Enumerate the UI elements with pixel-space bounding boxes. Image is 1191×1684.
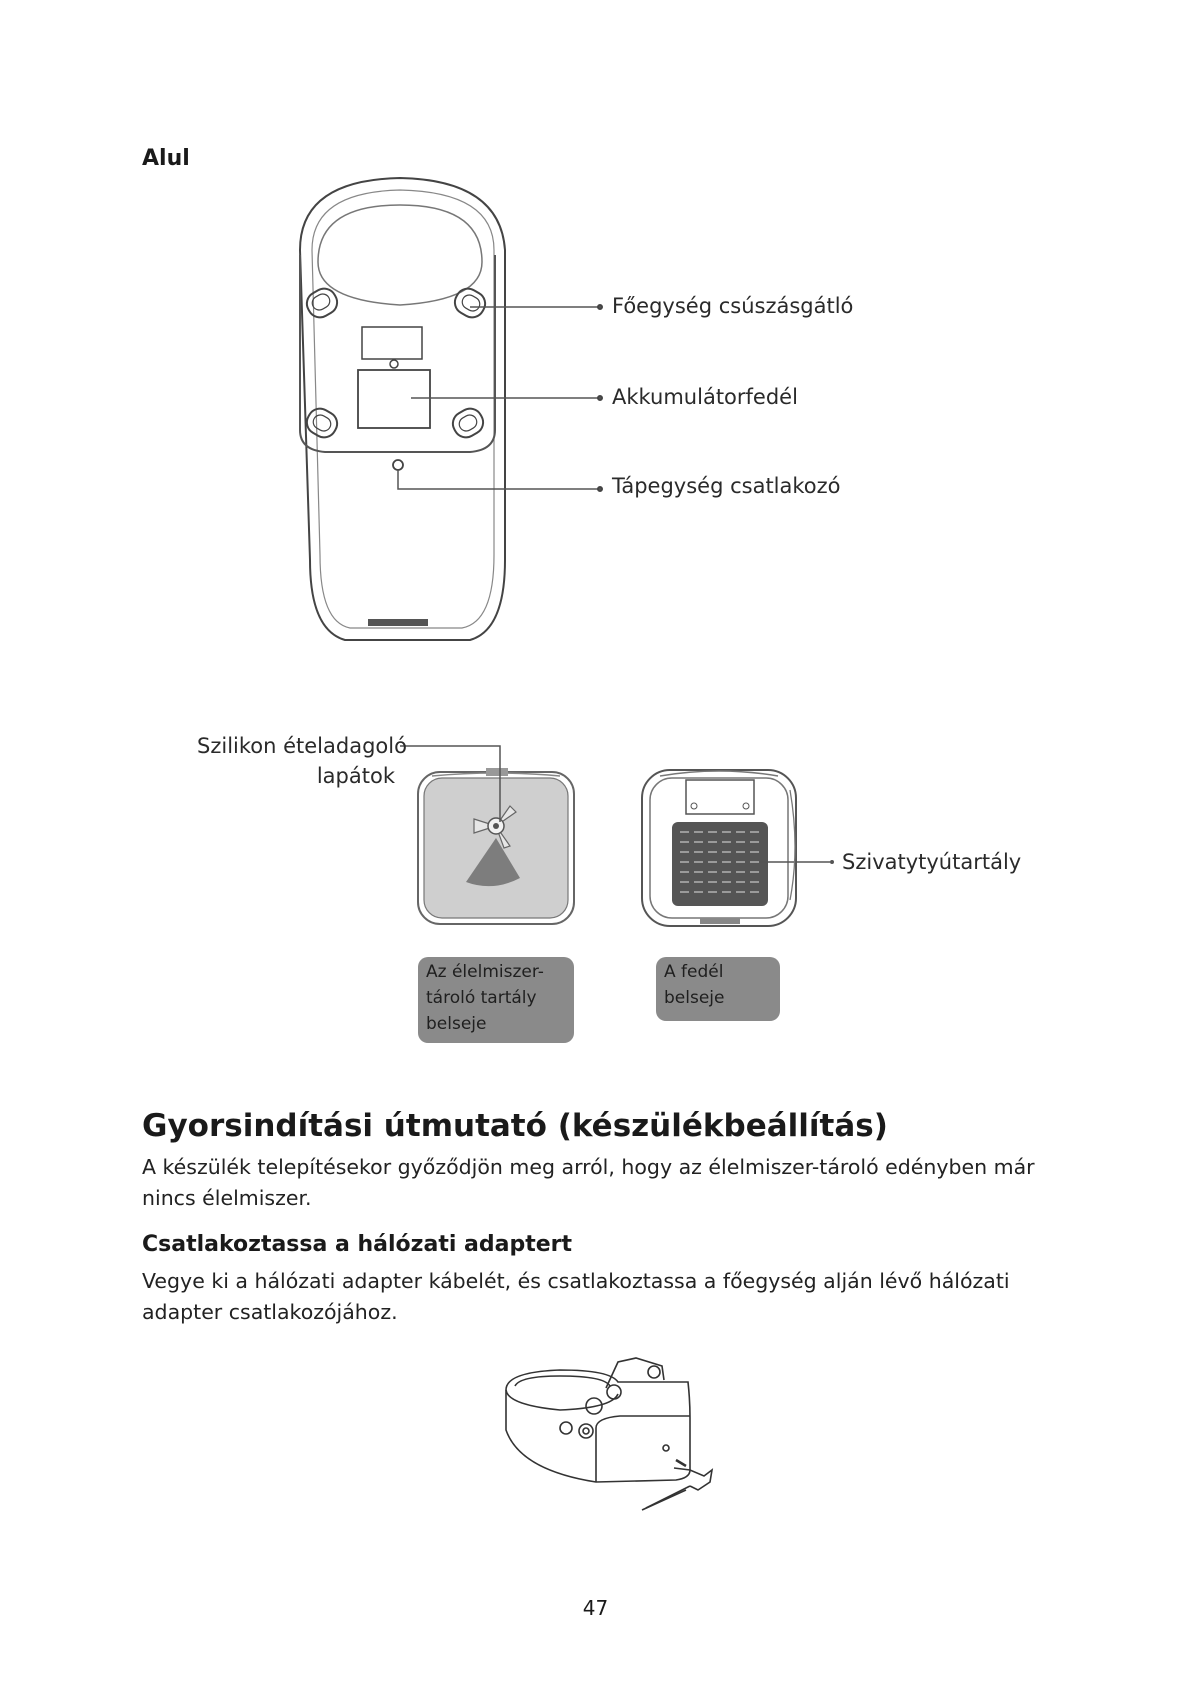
pump-label: Szivatytyútartály xyxy=(842,850,1022,874)
device-bottom-view xyxy=(300,178,602,640)
section-heading-bottom: Alul xyxy=(142,146,190,171)
blade-label-line1: Szilikon ételadagoló xyxy=(197,734,407,758)
caption-container-line2: tároló tartály xyxy=(426,988,537,1008)
callout-battery-cover: Akkumulátorfedél xyxy=(612,385,798,409)
lid-inside-view xyxy=(642,770,834,926)
caption-lid-line1: A fedél xyxy=(664,962,724,982)
callout-feet: Főegység csúszásgátló xyxy=(612,294,854,318)
blade-label xyxy=(197,734,407,788)
caption-lid-inside xyxy=(656,957,780,1021)
caption-container-line1: Az élelmiszer- xyxy=(426,962,544,982)
container-inside-view xyxy=(400,746,574,924)
adapter-instruction: Vegye ki a hálózati adapter kábelét, és csatlakoztassa a főegység alján lévő hálózati adapter csatlakozójához. xyxy=(142,1269,1010,1324)
caption-container-line3: belseje xyxy=(426,1014,487,1034)
caption-lid-line2: belseje xyxy=(664,988,725,1008)
blade-label-line2: lapátok xyxy=(316,764,395,788)
caption-container-inside xyxy=(418,957,574,1043)
page-number: 47 xyxy=(582,1596,609,1620)
adapter-connection-illustration xyxy=(506,1358,712,1510)
adapter-subheading: Csatlakoztassa a hálózati adaptert xyxy=(142,1232,573,1257)
callout-power-port: Tápegység csatlakozó xyxy=(612,474,841,498)
quick-start-intro: A készülék telepítésekor győződjön meg arról, hogy az élelmiszer-tároló edényben már nincs élelmiszer. xyxy=(142,1155,1035,1210)
quick-start-heading: Gyorsindítási útmutató (készülékbeállítás) xyxy=(142,1108,888,1144)
